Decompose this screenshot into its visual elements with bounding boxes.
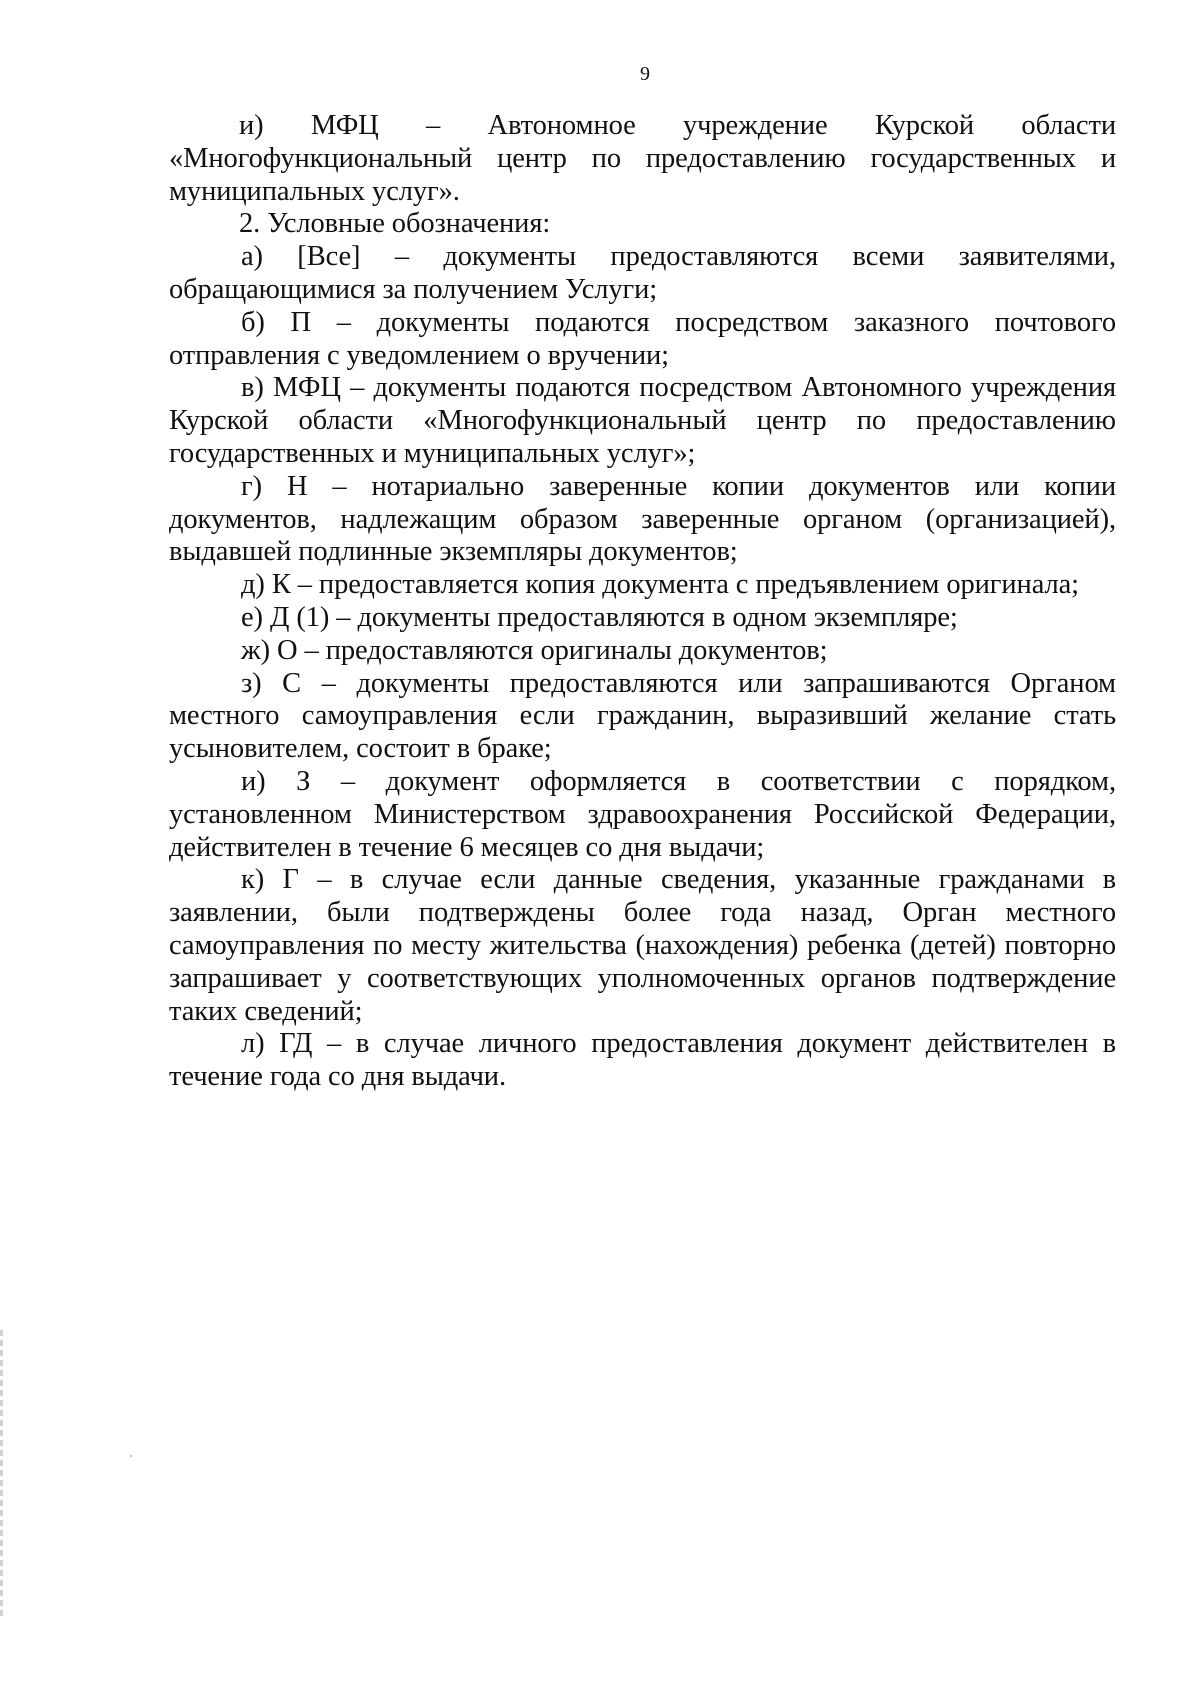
paragraph-legend-v: в) МФЦ – документы подаются посредством Автономного учреждения Курской области «Многофункциональный центр по предоставлению государственных и муниципальных услуг»; [169,372,1116,469]
scan-edge-artifact [0,1330,3,1620]
paragraph-legend-b: б) П – документы подаются посредством заказного почтового отправления с уведомлением о вручении; [169,306,1116,371]
paragraph-legend-zh: ж) О – предоставляются оригиналы документов; [241,634,828,666]
page-number: 9 [640,63,650,85]
paragraph-legend-l: л) ГД – в случае личного предоставления документ действителен в течение года со дня выдачи. [169,1028,1116,1093]
scan-dot-artifact [130,1455,132,1457]
document-body [169,110,1116,1094]
paragraph-legend-a: а) [Все] – документы предоставляются всеми заявителями, обращающимися за получением Услуги; [169,241,1116,305]
paragraph-legend-d: д) К – предоставляется копия документа с предъявлением оригинала; [241,569,1079,601]
paragraph-legend-g: г) Н – нотариально заверенные копии документов или копии документов, надлежащим образом заверенные органом (организацией), выдавшей подлинные экземпляры документов; [169,470,1116,568]
paragraph-legend-e: е) Д (1) – документы предоставляются в одном экземпляре; [241,601,958,633]
paragraph-legend-z: з) С – документы предоставляются или запрашиваются Органом местного самоуправления если гражданин, выразивший желание стать усыновителем, состоит в браке; [169,667,1116,765]
paragraph-legend-k: к) Г – в случае если данные сведения, указанные гражданами в заявлении, были подтверждены более года назад, Орган местного самоуправления по месту жительства (нахождения) ребенка (детей) повторно запрашивает у соответствующих уполномоченных органов подтверждение таких сведений; [169,864,1116,1027]
paragraph-legend-i: и) З – документ оформляется в соответствии с порядком, установленном Министерством здравоохранения Российской Федерации, действителен в течение 6 месяцев со дня выдачи; [169,765,1116,863]
paragraph-mfc-definition: и) МФЦ – Автономное учреждение Курской области «Многофункциональный центр по предоставлению государственных и муниципальных услуг». [169,110,1116,207]
paragraph-legend-heading: 2. Условные обозначения: [239,208,551,240]
